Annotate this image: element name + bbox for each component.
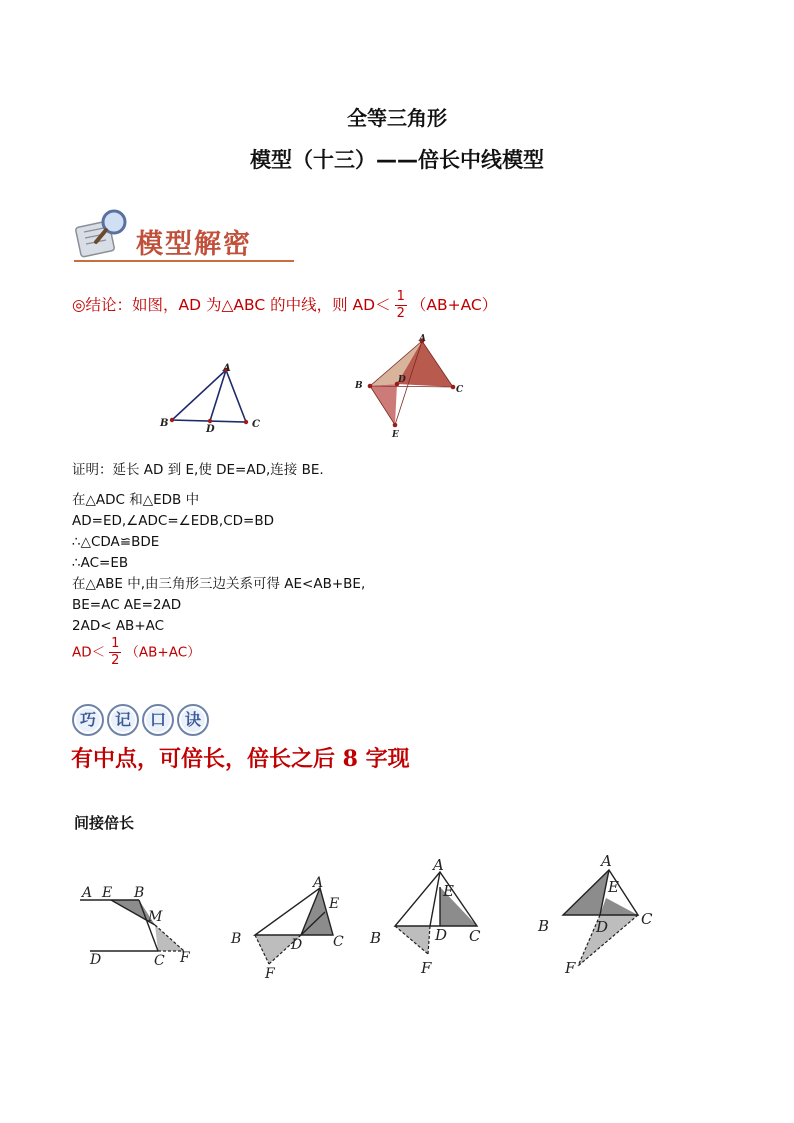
proof-line-4: ∴△CDA≌BDE [72, 534, 160, 550]
proof-final-fraction [109, 636, 121, 669]
figure-triangle-abc [150, 355, 270, 440]
label-f: F [180, 950, 190, 966]
label-a: A [433, 856, 444, 874]
indirect-figure-2 [225, 870, 355, 980]
proof-final [72, 636, 201, 669]
point-b [170, 418, 174, 422]
label-f: F [565, 959, 576, 977]
label-f: F [265, 966, 275, 980]
label-a: A [601, 852, 612, 870]
conclusion-fraction [395, 289, 407, 322]
label-f: F [421, 959, 432, 977]
label-e: E [392, 430, 399, 440]
proof-line-6: 在△ABE 中,由三角形三边关系可得 AE<AB+BE, [72, 576, 366, 592]
label-e: E [329, 896, 340, 912]
label-d: D [435, 926, 448, 944]
label-d: D [291, 937, 303, 953]
label-b: B [160, 418, 169, 429]
label-a: A [419, 334, 426, 344]
label-b: B [231, 931, 242, 947]
label-d: D [596, 918, 609, 936]
mnemonic-badge-1: 巧 [72, 704, 104, 736]
label-c: C [252, 419, 260, 430]
fraction-numerator: 1 [111, 636, 120, 651]
label-a: A [313, 875, 324, 891]
label-e: E [443, 882, 454, 900]
label-c: C [333, 934, 344, 950]
label-c: C [154, 953, 165, 969]
conclusion-suffix: （AB+AC） [410, 296, 498, 314]
label-d: D [398, 375, 406, 385]
title-line-2: 模型（十三）——倍长中线模型 [250, 148, 544, 172]
label-e: E [608, 878, 619, 896]
label-a: A [223, 363, 231, 374]
fraction-numerator: 1 [396, 289, 405, 304]
title-line-1: 全等三角形 [347, 106, 447, 130]
label-b: B [538, 917, 550, 935]
label-e: E [102, 885, 113, 901]
label-c: C [469, 927, 481, 945]
proof-line-2: 在△ADC 和△EDB 中 [72, 492, 200, 508]
proof-line-5: ∴AC=EB [72, 555, 129, 571]
label-b: B [134, 885, 145, 901]
label-b: B [370, 929, 382, 947]
figure-doubled-median [350, 330, 470, 442]
label-b: B [355, 381, 363, 391]
proof-line-1: 证明：延长 AD 到 E,使 DE=AD,连接 BE. [72, 462, 324, 478]
proof-line-3: AD=ED,∠ADC=∠EDB,CD=BD [72, 513, 274, 529]
proof-line-8: 2AD< AB+AC [72, 618, 165, 634]
banner-label: 模型解密 [136, 229, 252, 260]
indirect-figure-4 [533, 848, 668, 978]
conclusion [72, 289, 497, 322]
label-m: M [148, 909, 163, 925]
banner-underline [74, 260, 294, 262]
mnemonic-badge-2: 记 [107, 704, 139, 736]
label-c: C [456, 385, 464, 395]
fraction-denominator: 2 [396, 306, 405, 321]
mnemonic-badge-4: 诀 [177, 704, 209, 736]
indirect-figure-3 [365, 850, 495, 980]
mnemonic-badge-3: 口 [142, 704, 174, 736]
mnemonic-text: 有中点，可倍长，倍长之后 8 字现 [71, 746, 410, 772]
label-a: A [82, 885, 93, 901]
conclusion-prefix: ◎结论：如图，AD 为△ABC 的中线，则 AD＜ [72, 296, 391, 314]
point-c [244, 420, 248, 424]
label-d: D [206, 424, 215, 435]
point-d [208, 419, 212, 423]
section-heading: 间接倍长 [74, 814, 135, 832]
fraction-denominator: 2 [111, 653, 120, 668]
label-d: D [90, 952, 102, 968]
proof-final-suffix: （AB+AC） [125, 644, 201, 661]
proof-line-7: BE=AC AE=2AD [72, 597, 182, 613]
proof-final-prefix: AD＜ [72, 644, 106, 661]
label-c: C [641, 910, 653, 928]
indirect-figure-1 [76, 880, 201, 975]
